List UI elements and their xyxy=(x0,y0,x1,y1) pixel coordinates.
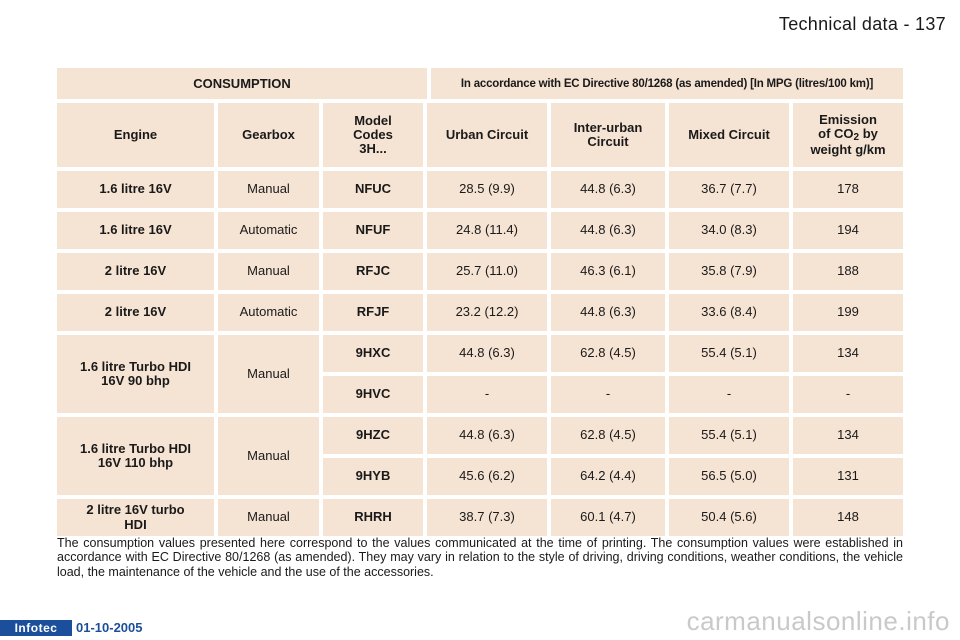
cell-emission: 131 xyxy=(793,458,903,495)
banner-consumption: CONSUMPTION xyxy=(57,68,427,99)
cell-inter: 44.8 (6.3) xyxy=(551,212,665,249)
subrows xyxy=(323,335,903,413)
header-mixed: Mixed Circuit xyxy=(669,103,789,167)
cell-inter: 62.8 (4.5) xyxy=(551,417,665,454)
table-row xyxy=(323,335,903,372)
cell-urban: - xyxy=(427,376,547,413)
cell-urban: 38.7 (7.3) xyxy=(427,499,547,536)
cell-code: 9HZC xyxy=(323,417,423,454)
cell-code: RFJC xyxy=(323,253,423,290)
cell-emission: 194 xyxy=(793,212,903,249)
cell-gearbox: Manual xyxy=(218,171,319,208)
cell-code: NFUF xyxy=(323,212,423,249)
cell-engine-l1: 1.6 litre Turbo HDI xyxy=(80,358,191,374)
header-inter-urban-l1: Inter-urban xyxy=(573,119,643,135)
header-model-codes xyxy=(323,103,423,167)
header-emission-l2b: by xyxy=(859,126,878,141)
cell-code: NFUC xyxy=(323,171,423,208)
cell-inter: 46.3 (6.1) xyxy=(551,253,665,290)
header-inter-urban-l2: Circuit xyxy=(587,134,629,149)
cell-mixed: - xyxy=(669,376,789,413)
cell-emission: 148 xyxy=(793,499,903,536)
table-banner xyxy=(57,68,903,99)
subrows xyxy=(323,417,903,495)
cell-code: 9HYB xyxy=(323,458,423,495)
cell-gearbox: Manual xyxy=(218,499,319,536)
cell-inter: - xyxy=(551,376,665,413)
watermark: carmanualsonline.info xyxy=(686,606,950,636)
cell-inter: 44.8 (6.3) xyxy=(551,171,665,208)
cell-mixed: 35.8 (7.9) xyxy=(669,253,789,290)
header-emission-sub: 2 xyxy=(853,132,860,143)
cell-gearbox: Automatic xyxy=(218,212,319,249)
cell-engine: 2 litre 16V xyxy=(57,294,214,331)
table-row xyxy=(57,499,903,536)
cell-mixed: 55.4 (5.1) xyxy=(669,335,789,372)
header-emission-l1: Emission xyxy=(819,111,877,127)
cell-code: RFJF xyxy=(323,294,423,331)
cell-engine-l1: 1.6 litre Turbo HDI xyxy=(80,440,191,456)
table-row xyxy=(323,376,903,413)
cell-gearbox: Automatic xyxy=(218,294,319,331)
cell-emission: 178 xyxy=(793,171,903,208)
table-row xyxy=(323,417,903,454)
cell-gearbox: Manual xyxy=(218,335,319,413)
table-row xyxy=(57,294,903,331)
cell-urban: 23.2 (12.2) xyxy=(427,294,547,331)
cell-code: 9HXC xyxy=(323,335,423,372)
table-row-group xyxy=(57,417,903,495)
table-header-row xyxy=(57,103,903,167)
cell-mixed: 50.4 (5.6) xyxy=(669,499,789,536)
cell-engine xyxy=(57,499,214,536)
header-emission xyxy=(793,103,903,167)
cell-urban: 25.7 (11.0) xyxy=(427,253,547,290)
cell-urban: 45.6 (6.2) xyxy=(427,458,547,495)
consumption-table xyxy=(57,68,903,540)
banner-directive: In accordance with EC Directive 80/1268 (as amended) [In MPG (litres/100 km)] xyxy=(431,68,903,99)
cell-inter: 60.1 (4.7) xyxy=(551,499,665,536)
cell-engine: 1.6 litre 16V xyxy=(57,171,214,208)
page-header: Technical data - 137 xyxy=(778,14,946,34)
cell-engine-l2: HDI xyxy=(124,516,147,532)
cell-emission: 134 xyxy=(793,417,903,454)
cell-urban: 28.5 (9.9) xyxy=(427,171,547,208)
cell-inter: 62.8 (4.5) xyxy=(551,335,665,372)
header-engine: Engine xyxy=(57,103,214,167)
cell-engine xyxy=(57,417,214,495)
cell-engine: 1.6 litre 16V xyxy=(57,212,214,249)
infotec-logo: Infotec xyxy=(0,620,72,636)
header-emission-l2 xyxy=(810,127,885,143)
header-model-codes-l1: Model xyxy=(354,112,392,128)
cell-mixed: 34.0 (8.3) xyxy=(669,212,789,249)
cell-emission: - xyxy=(793,376,903,413)
cell-engine-l2: 16V 90 bhp xyxy=(101,373,170,388)
cell-urban: 24.8 (11.4) xyxy=(427,212,547,249)
cell-emission: 134 xyxy=(793,335,903,372)
table-row-group xyxy=(57,335,903,413)
cell-gearbox: Manual xyxy=(218,417,319,495)
table-row xyxy=(57,253,903,290)
consumption-note: The consumption values presented here correspond to the values communicated at the time of printing. The consumption values were established in accordance with EC Directive 80/1268 (as amended). They may vary in relation to the style of driving, driving conditions, weather conditions, the vehicle load, the maintenance of the vehicle and the use of the accessories. xyxy=(57,536,903,579)
cell-inter: 64.2 (4.4) xyxy=(551,458,665,495)
cell-code: 9HVC xyxy=(323,376,423,413)
table-row xyxy=(323,458,903,495)
cell-mixed: 36.7 (7.7) xyxy=(669,171,789,208)
footer-date: 01-10-2005 xyxy=(76,620,143,635)
cell-inter: 44.8 (6.3) xyxy=(551,294,665,331)
header-inter-urban xyxy=(551,103,665,167)
header-emission-l2a: of CO xyxy=(818,126,854,141)
cell-urban: 44.8 (6.3) xyxy=(427,335,547,372)
table-row xyxy=(57,212,903,249)
cell-mixed: 33.6 (8.4) xyxy=(669,294,789,331)
cell-urban: 44.8 (6.3) xyxy=(427,417,547,454)
header-model-codes-l3: 3H... xyxy=(359,141,387,157)
table-row xyxy=(57,171,903,208)
cell-engine-l1: 2 litre 16V turbo xyxy=(86,502,185,518)
cell-mixed: 56.5 (5.0) xyxy=(669,458,789,495)
cell-emission: 199 xyxy=(793,294,903,331)
header-emission-l3: weight g/km xyxy=(810,142,886,157)
cell-engine: 2 litre 16V xyxy=(57,253,214,290)
cell-engine xyxy=(57,335,214,413)
cell-gearbox: Manual xyxy=(218,253,319,290)
header-gearbox: Gearbox xyxy=(218,103,319,167)
header-model-codes-l2: Codes xyxy=(353,126,393,142)
cell-emission: 188 xyxy=(793,253,903,290)
header-urban: Urban Circuit xyxy=(427,103,547,167)
cell-mixed: 55.4 (5.1) xyxy=(669,417,789,454)
cell-code: RHRH xyxy=(323,499,423,536)
cell-engine-l2: 16V 110 bhp xyxy=(97,455,174,470)
